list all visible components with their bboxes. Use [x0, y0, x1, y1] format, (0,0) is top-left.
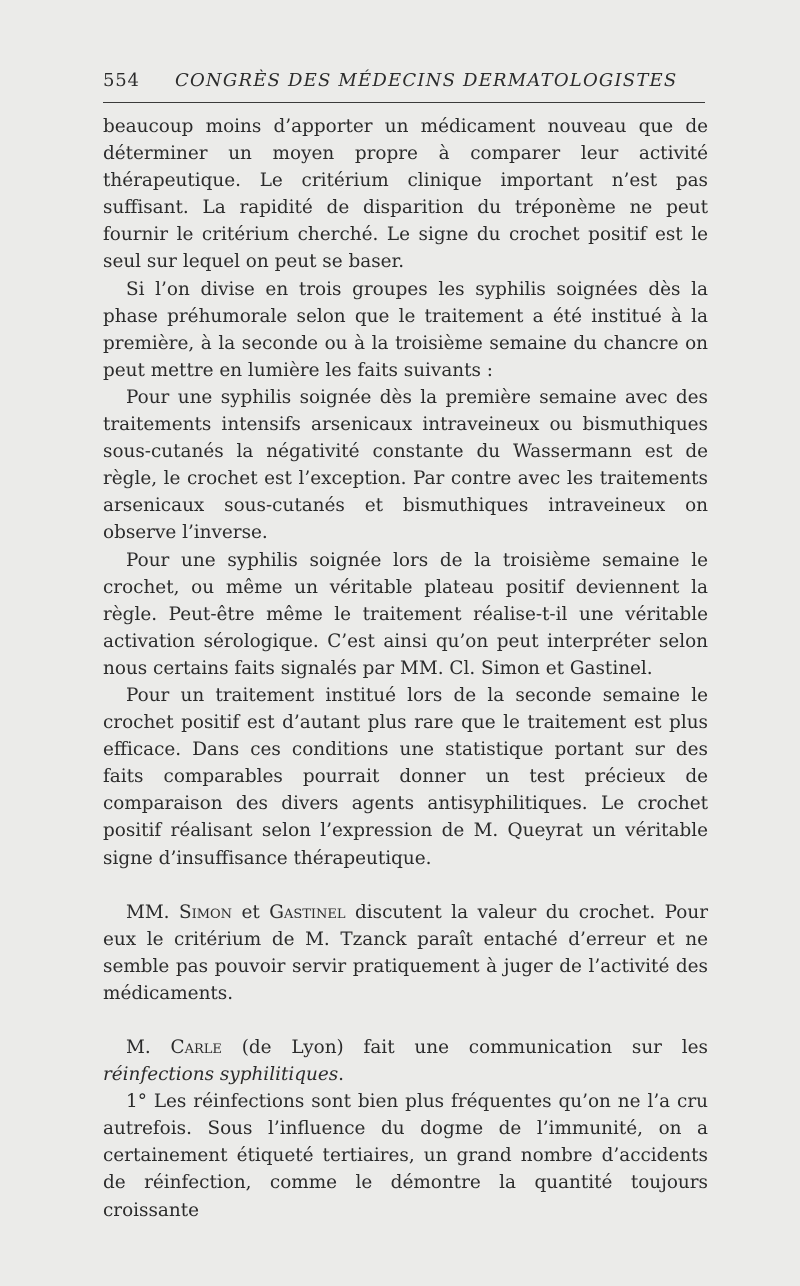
- communication-text: (de Lyon) fait une communication sur les: [221, 1037, 708, 1058]
- communication-paragraph: [103, 1034, 708, 1088]
- speaker-gastinel: Gastinel: [269, 901, 346, 923]
- section-gap: [103, 872, 708, 899]
- section-gap: [103, 1007, 708, 1034]
- discussion-paragraph: [103, 899, 708, 1007]
- paragraph-2: Si l’on divise en trois groupes les syphilis soignées dès la phase préhumorale selon que le traitement a été institué à la première, à la seconde ou à la troisième semaine du chancre on peut mettre en lumière les faits suivants :: [103, 278, 708, 381]
- page-body: [103, 113, 708, 1224]
- discussion-prefix: MM.: [126, 901, 179, 923]
- paragraph-5: Pour un traitement institué lors de la seconde semaine le crochet positif est d’autant plus rare que le traitement est plus efficace. Dans ces conditions une statistique portant sur des faits comparables pourrait donner un test précieux de comparaison des divers agents antisyphilitiques. Le crochet positif réalisant selon l’expression de M. Queyrat un véritable signe d’insuffisance thérapeutique.: [103, 684, 708, 869]
- point-1-paragraph: 1° Les réinfections sont bien plus fréquentes qu’on ne l’a cru autrefois. Sous l’influence du dogme de l’immunité, on a certainement étiqueté tertiaires, un grand nombre d’accidents de réinfection, comme le démontre la quantité toujours croissante: [103, 1091, 708, 1221]
- running-title: CONGRÈS DES MÉDECINS DERMATOLOGISTES: [175, 70, 678, 91]
- paragraph-3: Pour une syphilis soignée dès la première semaine avec des traitements intensifs arsenicaux intraveineux ou bismuthiques sous-cutanés la négativité constante du Wassermann est de règle, le crochet est l’exception. Par contre avec les traitements arsenicaux sous-cutanés et bismuthiques intraveineux on observe l’inverse.: [103, 386, 708, 544]
- speaker-carle: Carle: [170, 1037, 222, 1058]
- running-header: [103, 70, 706, 91]
- communication-title: réinfections syphilitiques: [103, 1064, 339, 1086]
- speaker-simon: Simon: [178, 901, 233, 923]
- paragraph-4: Pour une syphilis soignée lors de la troisième semaine le crochet, ou même un véritable plateau positif deviennent la règle. Peut-être même le traitement réalise-t-il une véritable activation sérologique. C’est ainsi qu’on peut interpréter selon nous certains faits signalés par MM. Cl. Simon et Gastinel.: [103, 549, 708, 679]
- page-number: 554: [103, 70, 140, 91]
- discussion-text: discutent la valeur du crochet. Pour eux le critérium de M. Tzanck paraît entaché d’erreur et ne semble pas pouvoir servir pratiquement à juger de l’activité des médicaments.: [103, 901, 708, 1004]
- paragraph-1: beaucoup moins d’apporter un médicament nouveau que de déterminer un moyen propre à comparer leur activité thérapeutique. Le critérium clinique important n’est pas suffisant. La rapidité de disparition du tréponème ne peut fournir le critérium cherché. Le signe du crochet positif est le seul sur lequel on peut se baser.: [103, 116, 708, 273]
- communication-end: .: [338, 1064, 345, 1086]
- communication-prefix: M.: [126, 1037, 171, 1058]
- discussion-and: et: [232, 901, 270, 923]
- header-rule: [103, 102, 705, 103]
